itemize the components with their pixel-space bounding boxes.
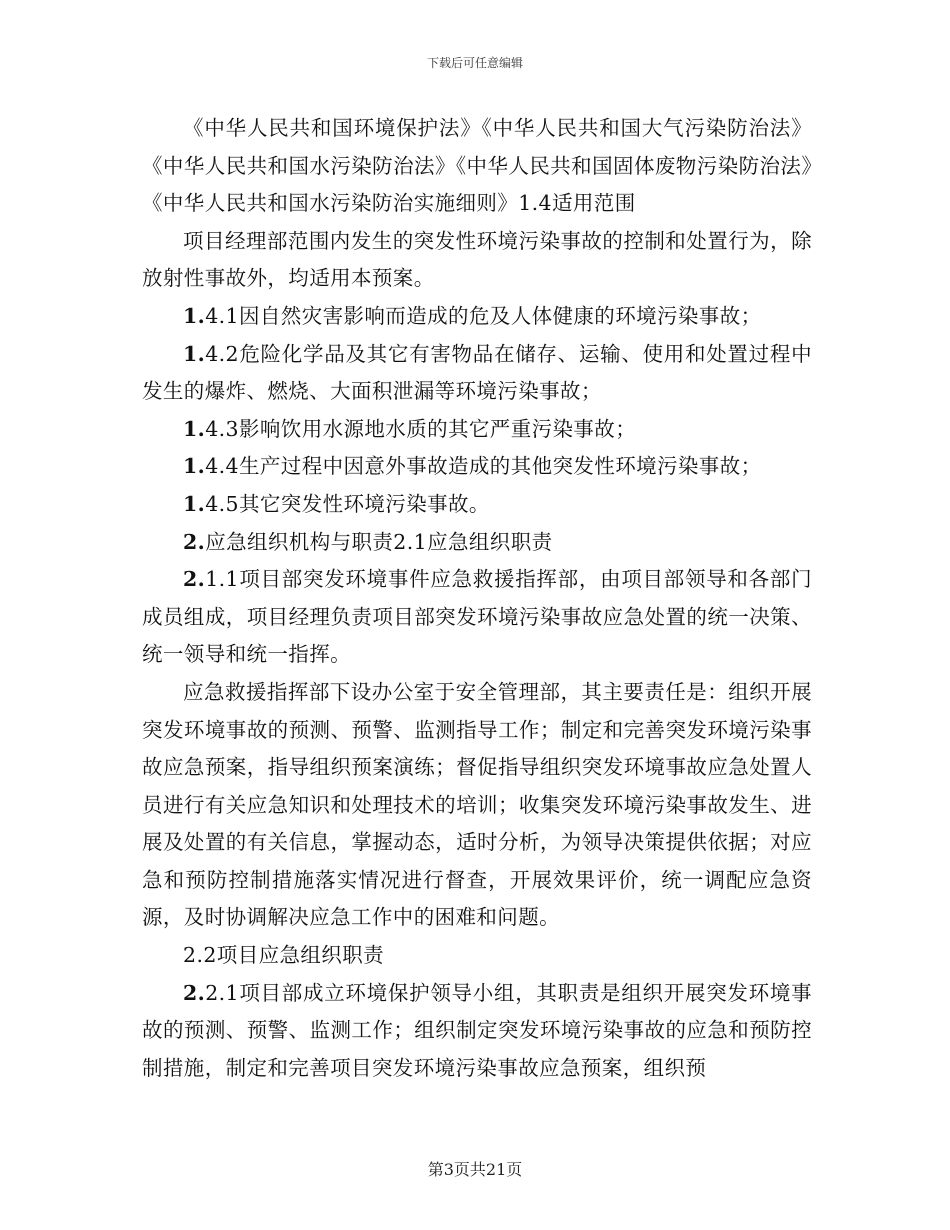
- paragraph: [142, 411, 812, 449]
- paragraph-text: 2.2项目应急组织职责: [183, 943, 385, 968]
- document-body: [142, 110, 812, 1087]
- page-footer: 第3页共21页: [427, 1160, 523, 1179]
- paragraph-lead: 1.: [183, 341, 206, 366]
- paragraph-lead: 1.: [183, 416, 206, 441]
- paragraph-text: 4.3影响饮用水源地水质的其它严重污染事故；: [205, 416, 637, 441]
- paragraph: [142, 298, 812, 336]
- paragraph: [142, 223, 812, 298]
- paragraph-text: 应急组织机构与职责2.1应急组织职责: [205, 529, 553, 554]
- paragraph-text: 4.1因自然灾害影响而造成的危及人体健康的环境污染事故；: [205, 303, 762, 328]
- paragraph: [142, 975, 812, 1088]
- paragraph: [142, 937, 812, 975]
- paragraph: [142, 524, 812, 562]
- paragraph: [142, 486, 812, 524]
- page-header: 下载后可任意编辑: [426, 56, 523, 70]
- paragraph-text: 项目经理部范围内发生的突发性环境污染事故的控制和处置行为，除放射性事故外，均适用本预案。: [142, 228, 812, 291]
- paragraph-text: 2.1项目部成立环境保护领导小组，其职责是组织开展突发环境事故的预测、预警、监测工作；组织制定突发环境污染事故的应急和预防控制措施，制定和完善项目突发环境污染事故应急预案，组织预: [142, 980, 812, 1080]
- paragraph-lead: 1.: [183, 491, 206, 516]
- paragraph-text: 4.2危险化学品及其它有害物品在储存、运输、使用和处置过程中发生的爆炸、燃烧、大面积泄漏等环境污染事故；: [142, 341, 812, 404]
- paragraph: [142, 110, 812, 223]
- paragraph-text: 应急救援指挥部下设办公室于安全管理部，其主要责任是：组织开展突发环境事故的预测、预警、监测指导工作；制定和完善突发环境污染事故应急预案，指导组织预案演练；督促指导组织突发环境事故应急处置人员进行有关应急知识和处理技术的培训；收集突发环境污染事故发生、进展及处置的有关信息，掌握动态，适时分析，为领导决策提供依据；对应急和预防控制措施落实情况进行督查，开展效果评价，统一调配应急资源，及时协调解决应急工作中的困难和问题。: [142, 679, 812, 930]
- paragraph: [142, 561, 812, 674]
- paragraph-text: 4.5其它突发性环境污染事故。: [205, 491, 490, 516]
- paragraph-text: 4.4生产过程中因意外事故造成的其他突发性环境污染事故；: [205, 454, 762, 479]
- paragraph-lead: 2.: [183, 980, 206, 1005]
- paragraph-text: 《中华人民共和国环境保护法》《中华人民共和国大气污染防治法》《中华人民共和国水污染防治法》《中华人民共和国固体废物污染防治法》《中华人民共和国水污染防治实施细则》1.4适用范围: [142, 116, 812, 216]
- paragraph-lead: 2.: [183, 567, 206, 592]
- paragraph: [142, 674, 812, 937]
- paragraph: [142, 448, 812, 486]
- paragraph-lead: 2.: [183, 529, 206, 554]
- paragraph-lead: 1.: [183, 454, 206, 479]
- paragraph-lead: 1.: [183, 303, 206, 328]
- paragraph: [142, 336, 812, 411]
- paragraph-text: 1.1项目部突发环境事件应急救援指挥部，由项目部领导和各部门成员组成，项目经理负责项目部突发环境污染事故应急处置的统一决策、统一领导和统一指挥。: [142, 567, 812, 667]
